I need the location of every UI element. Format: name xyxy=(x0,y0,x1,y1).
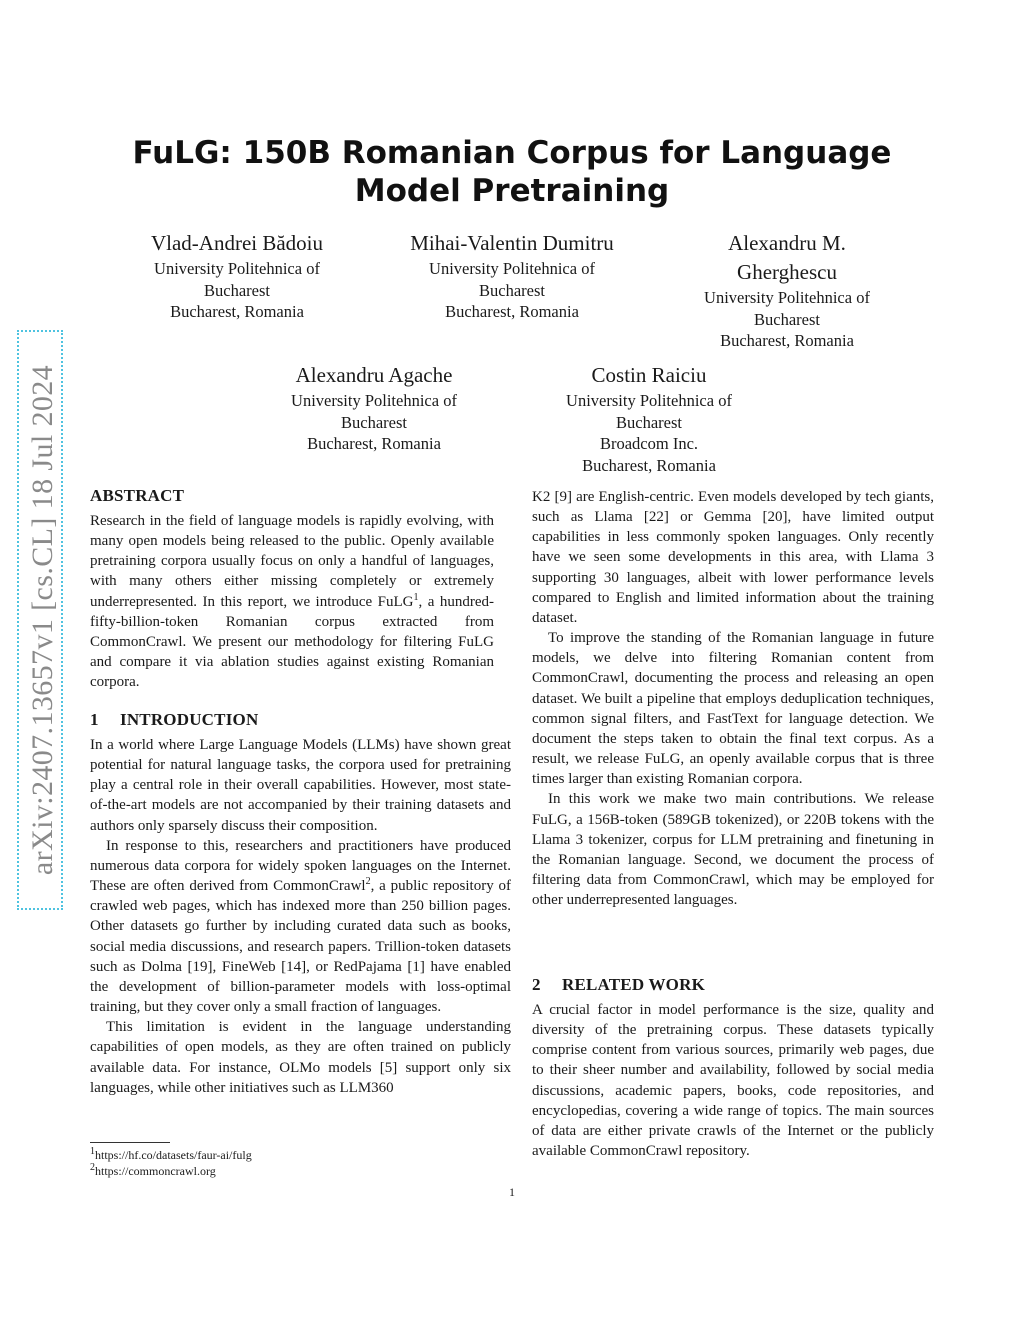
paper-title: FuLG: 150B Romanian Corpus for Language Model Pretraining xyxy=(132,135,892,209)
author-affiliation: Bucharest xyxy=(341,412,407,432)
footnote-marker[interactable]: 2 xyxy=(365,876,371,888)
author-affiliation: Bucharest xyxy=(479,280,545,300)
left-column-introduction xyxy=(90,709,511,1098)
author-block xyxy=(137,229,337,323)
author-name: Vlad-Andrei Bădoiu xyxy=(150,231,324,255)
author-affiliation: University Politehnica of xyxy=(566,391,732,410)
author-block xyxy=(274,361,474,455)
related-work-paragraph: A crucial factor in model performance is the size, quality and diversity of the pretraining corpus. These datasets typically comprise content from various sources, primarily web pages, due to their sheer number and availability, followed by social media discussions, academic papers, books, code repositories, and encyclopedias, covering a wide range of topics. The main sources of data are either private crawls of the Internet or the publicly available CommonCrawl repository. xyxy=(532,1002,934,1160)
author-affiliation: Bucharest, Romania xyxy=(445,302,579,321)
footnote-link[interactable]: https://commoncrawl.org xyxy=(95,1164,216,1178)
author-name: Alexandru Agache xyxy=(295,363,453,387)
footnote-marker[interactable]: 1 xyxy=(413,591,419,603)
intro-paragraph: In response to this, researchers and practitioners have produced numerous data corpora for widely spoken languages on the Internet. These are often derived from CommonCrawl$^2$, a public repository of crawled web pages, which has indexed more than 250 billion pages. Other datasets go further by including curated data such as books, social media discussions, and research papers. Trillion-token datasets such as Dolma [19], FineWeb [14], or RedPajama [1] have enabled the development of billion-parameter models with loss-optimal training, but they cover only a small fraction of languages. xyxy=(90,837,511,1016)
author-block xyxy=(386,229,638,323)
author-name: Mihai-Valentin Dumitru xyxy=(410,231,614,255)
abstract-text: Research in the field of language models is rapidly evolving, with many open models being released to the public. Openly available pretraining corpora usually focus on only a handful of languages, with many others either missing completely or extremely underrepresented. In this report, we introduce FuLG$^1$, a hundred-fifty-billion-token Romanian corpus extracted from CommonCrawl. We present our methodology for filtering FuLG and compare it via ablation studies against existing Romanian corpora. xyxy=(90,513,494,691)
abstract-heading: ABSTRACT xyxy=(90,486,185,505)
author-affiliation: Broadcom Inc. xyxy=(599,434,699,453)
author-name: Costin Raiciu xyxy=(591,363,707,387)
author-affiliation: University Politehnica of xyxy=(704,288,870,307)
intro-paragraph: To improve the standing of the Romanian language in future models, we delve into filtering Romanian content from CommonCrawl, documenting the process and releasing an open dataset. We built a pipeline that employs deduplication techniques, common signal filters, and FastText for language detection. We document the steps taken to obtain the final text corpus. As a result, we release FuLG, an openly available corpus that is three times larger than existing Romanian corpora. xyxy=(532,630,934,788)
author-affiliation: Bucharest, Romania xyxy=(307,434,441,453)
footnote: $^2$https://commoncrawl.org xyxy=(90,1162,216,1178)
footnote-link[interactable]: https://hf.co/datasets/faur-ai/fulg xyxy=(95,1148,252,1162)
author-affiliation: University Politehnica of xyxy=(429,259,595,278)
author-affiliation: Bucharest, Romania xyxy=(582,455,716,475)
author-block xyxy=(689,229,885,352)
left-column-abstract xyxy=(90,485,494,692)
intro-paragraph: In this work we make two main contributions. We release FuLG, a 156B-token (589GB tokenized), or 220B tokens with the Llama 3 tokenizer, corpus for LLM pretraining and finetuning in the Romanian language. Second, we document the process of filtering data from CommonCrawl, which may be employed for other underrepresented languages. xyxy=(532,791,934,909)
author-affiliation: University Politehnica of xyxy=(154,259,320,278)
related-work-heading: 2 RELATED WORK xyxy=(532,975,705,994)
intro-paragraph: K2 [9] are English-centric. Even models developed by tech giants, such as Llama [22] or Gemma [20], have limited output capabilities in less commonly spoken languages. Only recently have we seen some developments in this area, with Llama 3 supporting 30 languages, albeit with lower performance levels compared to English and limited information about the training dataset. xyxy=(532,489,934,626)
author-affiliation: Bucharest, Romania xyxy=(720,331,854,350)
arxiv-identifier[interactable]: arXiv:2407.13657v1 [cs.CL] 18 Jul 2024 xyxy=(26,364,59,876)
footnote: $^1$https://hf.co/datasets/faur-ai/fulg xyxy=(90,1146,252,1162)
footnotes xyxy=(90,1142,390,1179)
right-column-introduction xyxy=(532,487,934,910)
author-affiliation: Bucharest xyxy=(754,309,820,329)
author-affiliation: Bucharest, Romania xyxy=(170,302,304,321)
intro-paragraph: This limitation is evident in the language understanding capabilities of open models, as they are often trained on publicly available data. For instance, OLMo models [5] support only six languages, while other initiatives such as LLM360 xyxy=(90,1019,511,1096)
author-name: Alexandru M. Gherghescu xyxy=(728,231,846,284)
author-affiliation: Bucharest xyxy=(616,412,682,432)
page-number: 1 xyxy=(509,1185,515,1199)
author-affiliation: University Politehnica of xyxy=(291,391,457,410)
introduction-heading: 1 INTRODUCTION xyxy=(90,710,259,729)
footnote-rule xyxy=(90,1142,170,1143)
intro-paragraph: In a world where Large Language Models (LLMs) have shown great potential for natural language tasks, the corpora used for pretraining play a central role in their overall capabilities. However, most state-of-the-art models are not accompanied by their training datasets and authors only sparsely discuss their composition. xyxy=(90,737,511,834)
author-block xyxy=(549,361,749,476)
right-column-related-work xyxy=(532,974,934,1161)
author-affiliation: Bucharest xyxy=(204,280,270,300)
